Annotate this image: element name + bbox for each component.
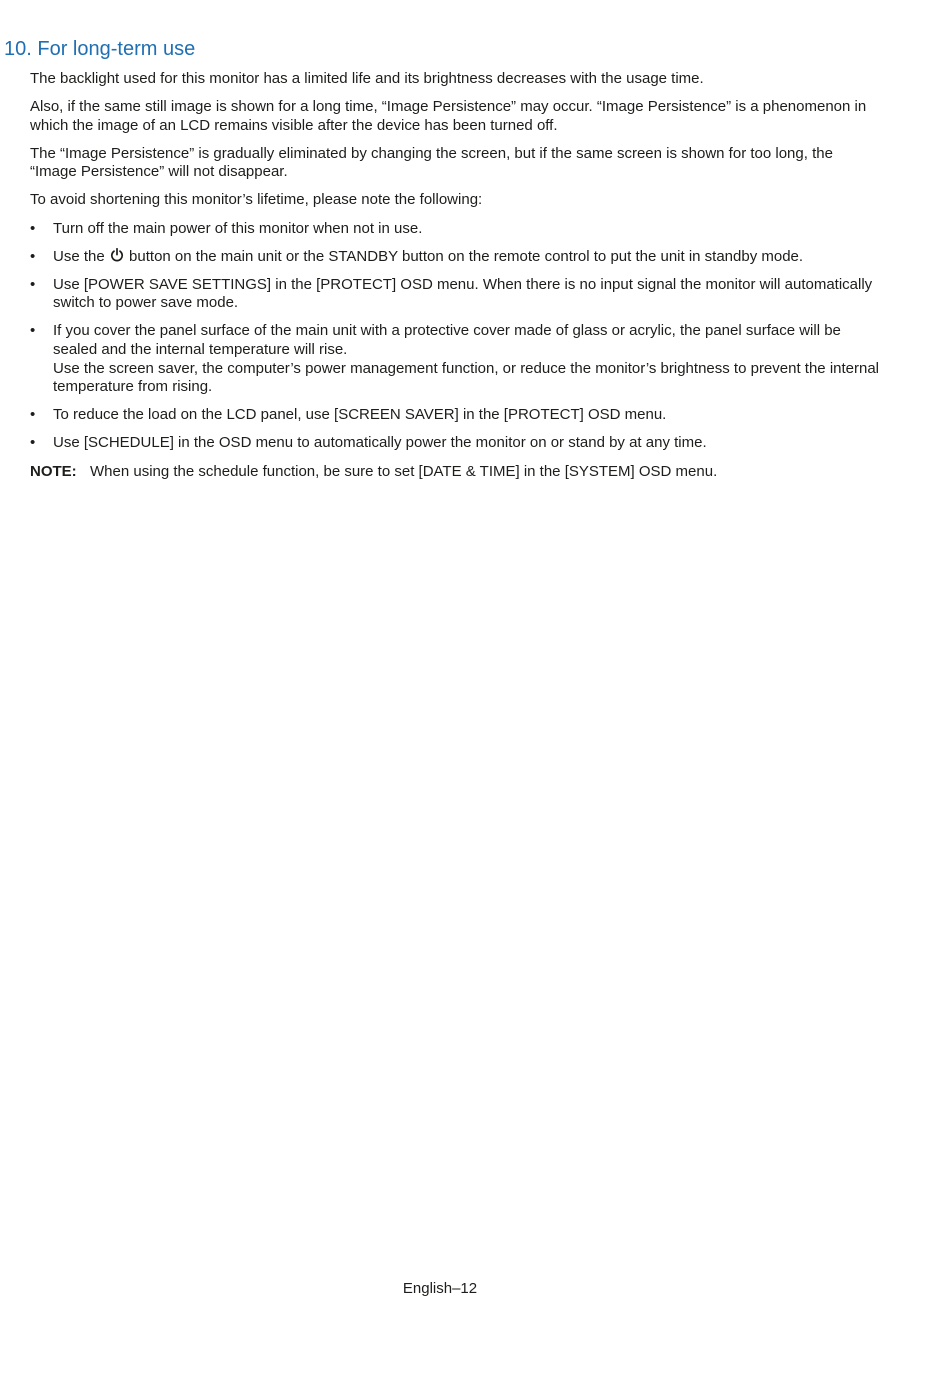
list-item-power-save (30, 276, 880, 313)
list-item-protective-cover (30, 322, 880, 396)
list-item-text-continued: Use the screen saver, the computer’s power management function, or reduce the monitor’s brightness to prevent the internal temperature from rising. (53, 359, 880, 396)
list-item-schedule (30, 434, 880, 453)
section-body (30, 70, 880, 481)
lifetime-tips-list (30, 220, 880, 453)
section-title: 10. For long-term use (4, 38, 196, 60)
bullet-icon: • (30, 434, 36, 452)
list-item-text: To reduce the load on the LCD panel, use [SCREEN SAVER] in the [PROTECT] OSD menu. (53, 406, 667, 424)
bullet-icon: • (30, 275, 36, 293)
list-item-text: Turn off the main power of this monitor when not in use. (53, 219, 423, 237)
paragraph-lifetime-intro: To avoid shortening this monitor’s lifetime, please note the following: (30, 191, 483, 209)
list-item-text: Use [POWER SAVE SETTINGS] in the [PROTECT] OSD menu. When there is no input signal the monitor will automatically switch to power save mode. (53, 275, 873, 312)
list-item-text: If you cover the panel surface of the main unit with a protective cover made of glass or acrylic, the panel surface will be sealed and the internal temperature will rise. (53, 322, 841, 359)
list-item-standby (30, 248, 880, 267)
bullet-icon: • (30, 322, 36, 340)
list-item-text-after-icon: button on the main unit or the STANDBY button on the remote control to put the unit in standby mode. (129, 247, 804, 265)
list-item-text-before-icon: Use the (53, 247, 105, 265)
paragraph-persistence-elimination: The “Image Persistence” is gradually eliminated by changing the screen, but if the same screen is shown for too long, the “Image Persistence” will not disappear. (30, 144, 833, 181)
paragraph-image-persistence: Also, if the same still image is shown for a long time, “Image Persistence” may occur. “Image Persistence” is a phenomenon in which the image of an LCD remains visible after the device has been turned off. (30, 98, 867, 134)
note-text: When using the schedule function, be sure to set [DATE & TIME] in the [SYSTEM] OSD menu. (90, 462, 718, 480)
list-item-turn-off (30, 220, 880, 239)
bullet-icon: • (30, 219, 36, 237)
note-label: NOTE: (30, 462, 77, 480)
power-icon (110, 248, 124, 262)
paragraph-backlight: The backlight used for this monitor has a limited life and its brightness decreases with the usage time. (30, 70, 704, 87)
note (30, 463, 880, 482)
list-item-screen-saver (30, 406, 880, 425)
bullet-icon: • (30, 406, 36, 424)
bullet-icon: • (30, 247, 36, 265)
page-number: English–12 (402, 1280, 478, 1297)
list-item-text: Use [SCHEDULE] in the OSD menu to automatically power the monitor on or stand by at any time. (53, 434, 707, 452)
